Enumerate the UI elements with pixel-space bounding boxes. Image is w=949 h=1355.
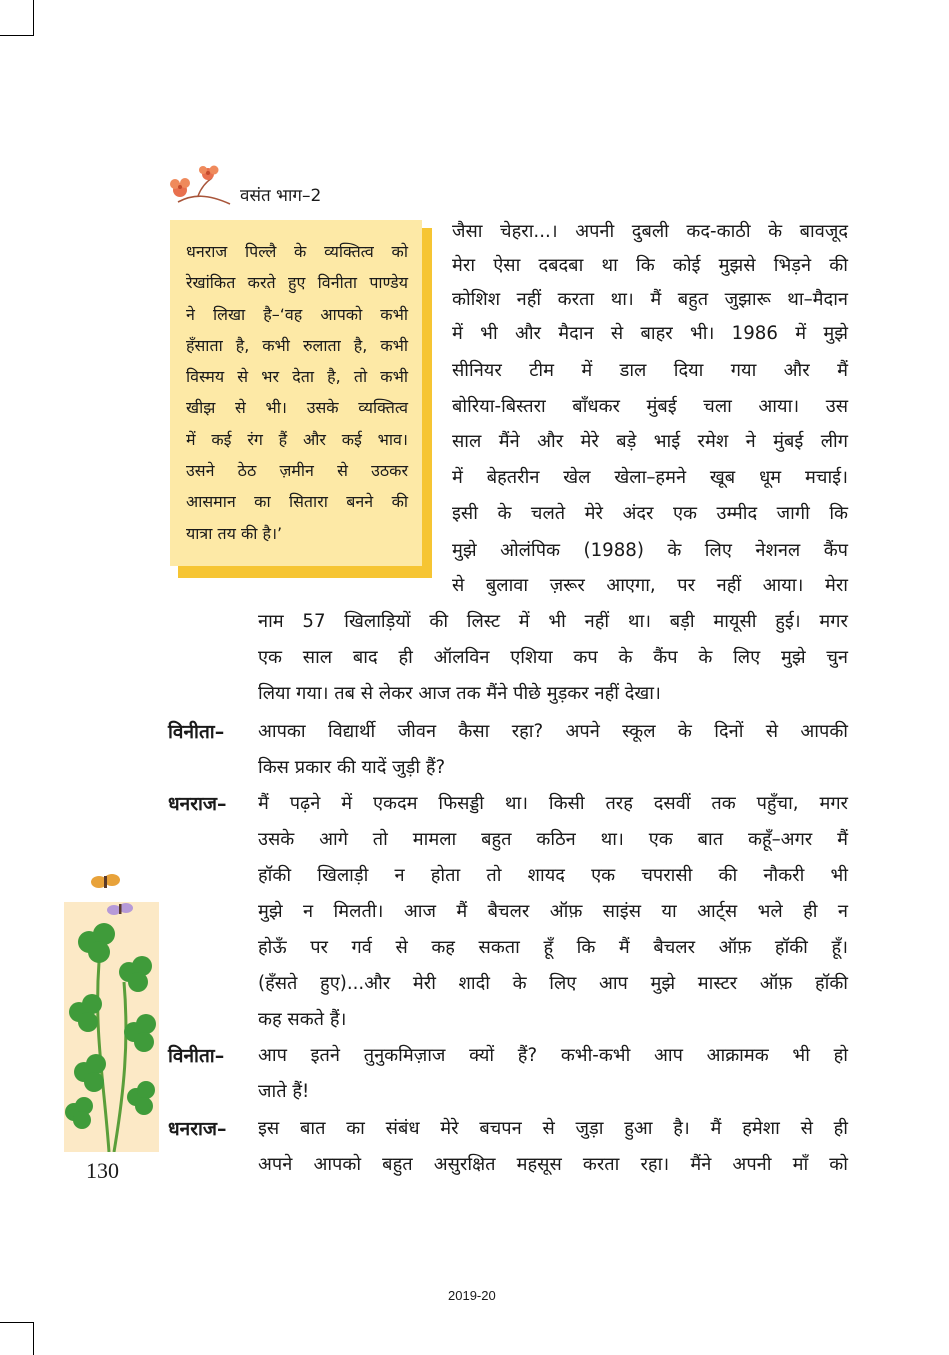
dialogue-line: मैं पढ़ने में एकदम फिसड्डी था। किसी तरह दसवीं तक पहुँचा, मगर — [258, 793, 848, 814]
body-line: से बुलावा ज़रूर आएगा, पर नहीं आया। मेरा — [452, 575, 848, 596]
speaker-label: विनीता– — [168, 721, 225, 743]
body-line: नाम 57 खिलाड़ियों की लिस्ट में भी नहीं था। बड़ी मायूसी हुई। मगर — [258, 611, 848, 632]
book-title: वसंत भाग–2 — [240, 186, 322, 206]
body-line: में भी और मैदान से बाहर भी। 1986 में मुझे — [452, 323, 848, 344]
footer-year: 2019-20 — [448, 1288, 496, 1303]
callout-line: धनराज पिल्लै के व्यक्तित्व को — [186, 242, 408, 261]
page-number: 130 — [86, 1158, 119, 1183]
body-line: एक साल बाद ही ऑलविन एशिया कप के कैंप के लिए मुझे चुन — [258, 647, 848, 668]
dialogue-line: हॉकी खिलाड़ी न होता तो शायद एक चपरासी की नौकरी भी — [258, 865, 848, 886]
dialogue-line: मुझे न मिलती। आज मैं बैचलर ऑफ़ साइंस या आर्ट्स भले ही न — [258, 901, 848, 922]
callout-line: उसने ठेठ ज़मीन से उठकर — [186, 461, 408, 481]
callout-line: ने लिखा है–‘वह आपको कभी — [186, 304, 408, 324]
body-line: में बेहतरीन खेल खेला–हमने खूब धूम मचाई। — [452, 467, 848, 488]
dialogue-line: आपका विद्यार्थी जीवन कैसा रहा? अपने स्कूल के दिनों से आपकी — [258, 721, 848, 742]
speaker-label: विनीता– — [168, 1045, 225, 1067]
dialogue-line: होऊँ पर गर्व से कह सकता हूँ कि मैं बैचलर ऑफ़ हॉकी हूँ। — [258, 937, 848, 958]
body-line: लिया गया। तब से लेकर आज तक मैंने पीछे मुड़कर नहीं देखा। — [258, 683, 661, 704]
speaker-label: धनराज– — [168, 793, 227, 815]
dialogue-line: कह सकते हैं। — [258, 1009, 347, 1030]
dialogue-line: अपने आपको बहुत असुरक्षित महसूस करता रहा। मैंने अपनी माँ को — [258, 1154, 848, 1175]
callout-line: विस्मय से भर देता है, तो कभी — [186, 367, 408, 387]
crop-mark-top-h — [0, 35, 33, 36]
dialogue-line: आप इतने तुनुकमिज़ाज क्यों हैं? कभी-कभी आप आक्रामक भी हो — [258, 1045, 848, 1066]
callout-box — [170, 220, 422, 566]
crop-mark-top — [33, 0, 34, 36]
body-line: मेरा ऐसा दबदबा था कि कोई मुझसे भिड़ने की — [452, 255, 848, 276]
speaker-label: धनराज– — [168, 1118, 227, 1140]
body-line: साल मैंने और मेरे बड़े भाई रमेश ने मुंबई लीग — [452, 431, 848, 452]
callout-line: रेखांकित करते हुए विनीता पाण्डेय — [186, 273, 408, 293]
body-line: सीनियर टीम में डाल दिया गया और मैं — [452, 360, 848, 381]
page-header — [168, 164, 428, 214]
dialogue-line: उसके आगे तो मामला बहुत कठिन था। एक बात कहूँ–अगर मैं — [258, 829, 848, 850]
clover-plant-illustration — [54, 862, 164, 1152]
callout-line: हँसाता है, कभी रुलाता है, कभी — [186, 335, 408, 355]
crop-mark-bottom — [33, 1322, 34, 1355]
callout-line: आसमान का सितारा बनने की — [186, 492, 408, 512]
body-line: बोरिया-बिस्तरा बाँधकर मुंबई चला आया। उस — [452, 396, 848, 417]
dialogue-line: (हँसते हुए)...और मेरी शादी के लिए आप मुझे मास्टर ऑफ़ हॉकी — [258, 973, 848, 994]
callout-line: में कई रंग हैं और कई भाव। — [186, 429, 408, 449]
body-line: जैसा चेहरा...। अपनी दुबली कद-काठी के बावजूद — [452, 221, 848, 242]
callout-line: खीझ से भी। उसके व्यक्तित्व — [186, 398, 408, 418]
dialogue-line: किस प्रकार की यादें जुड़ी हैं? — [258, 757, 446, 778]
callout-line: यात्रा तय की है।’ — [186, 523, 283, 543]
body-line: कोशिश नहीं करता था। मैं बहुत जुझारू था–मैदान — [452, 289, 848, 310]
butterfly-icon — [91, 874, 120, 888]
body-line: मुझे ओलंपिक (1988) के लिए नेशनल कैंप — [452, 540, 848, 561]
dialogue-line: जाते हैं! — [258, 1081, 310, 1102]
flower-icon — [168, 164, 238, 214]
dialogue-line: इस बात का संबंध मेरे बचपन से जुड़ा हुआ है। मैं हमेशा से ही — [258, 1118, 848, 1139]
body-line: इसी के चलते मेरे अंदर एक उम्मीद जागी कि — [452, 503, 848, 524]
crop-mark-bottom-h — [0, 1322, 33, 1323]
